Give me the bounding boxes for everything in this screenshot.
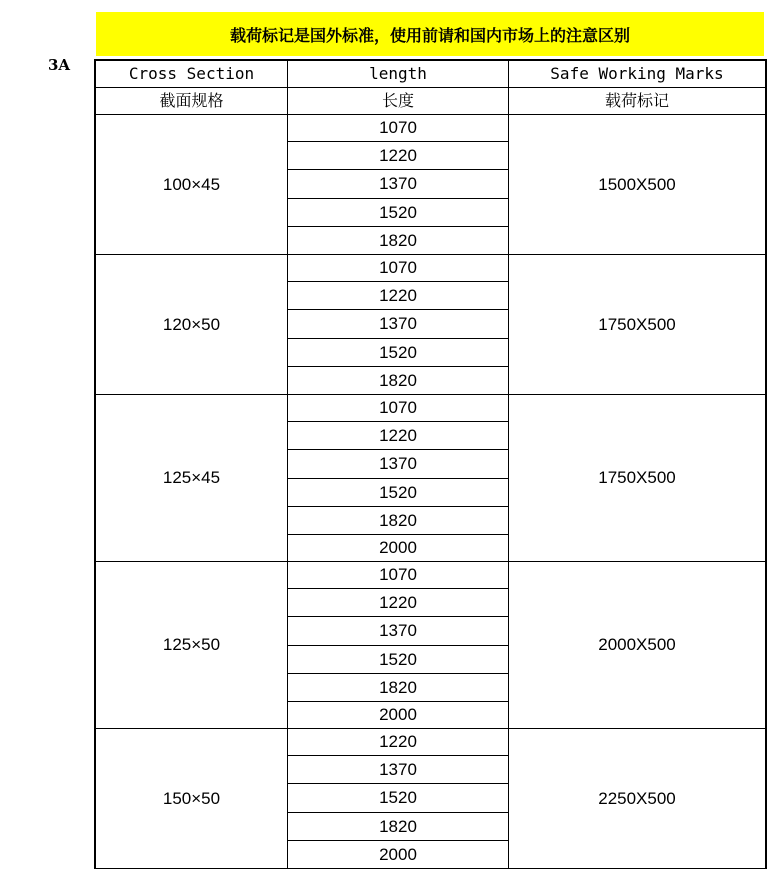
length-cell: 1220 [288,422,509,450]
cross-section-cell: 120×50 [96,255,288,395]
header-row-en [96,61,766,88]
cross-section-cell: 125×50 [96,562,288,729]
cross-section-cell: 100×45 [96,115,288,255]
length-cell: 1820 [288,507,509,535]
header-row-cn [96,88,766,115]
length-cell: 1070 [288,395,509,422]
length-cell: 1370 [288,170,509,199]
length-cell: 2000 [288,841,509,869]
length-cell: 1370 [288,756,509,784]
section-label: 3A [48,56,71,74]
safe-working-mark-cell: 1750X500 [509,255,766,395]
header-safe-working-marks-cn: 载荷标记 [509,88,766,115]
length-cell: 1520 [288,199,509,227]
length-cell: 1820 [288,227,509,255]
length-cell: 1820 [288,674,509,702]
header-cross-section: Cross Section [96,61,288,88]
length-cell: 1820 [288,367,509,395]
length-cell: 1520 [288,784,509,813]
length-cell: 1220 [288,729,509,756]
length-cell: 1070 [288,562,509,589]
table-row [96,395,766,422]
length-cell: 2000 [288,702,509,729]
length-cell: 1070 [288,115,509,142]
notice-banner: 载荷标记是国外标准，使用前请和国内市场上的注意区别 [96,12,764,56]
length-cell: 1520 [288,339,509,367]
header-cross-section-cn: 截面规格 [96,88,288,115]
cross-section-cell: 150×50 [96,729,288,869]
header-safe-working-marks: Safe Working Marks [509,61,766,88]
safe-working-mark-cell: 2250X500 [509,729,766,869]
safe-working-mark-cell: 1750X500 [509,395,766,562]
length-cell: 1070 [288,255,509,282]
length-cell: 2000 [288,535,509,562]
cross-section-cell: 125×45 [96,395,288,562]
header-length-cn: 长度 [288,88,509,115]
table-row [96,255,766,282]
length-cell: 1520 [288,479,509,507]
table-row [96,562,766,589]
length-cell: 1220 [288,589,509,617]
length-cell: 1820 [288,813,509,841]
length-cell: 1220 [288,142,509,170]
safe-working-mark-cell: 1500X500 [509,115,766,255]
length-cell: 1370 [288,450,509,479]
table-row [96,729,766,756]
length-cell: 1520 [288,646,509,674]
table-row [96,115,766,142]
spec-table [95,60,766,869]
length-cell: 1370 [288,617,509,646]
length-cell: 1220 [288,282,509,310]
safe-working-mark-cell: 2000X500 [509,562,766,729]
header-length: length [288,61,509,88]
length-cell: 1370 [288,310,509,339]
